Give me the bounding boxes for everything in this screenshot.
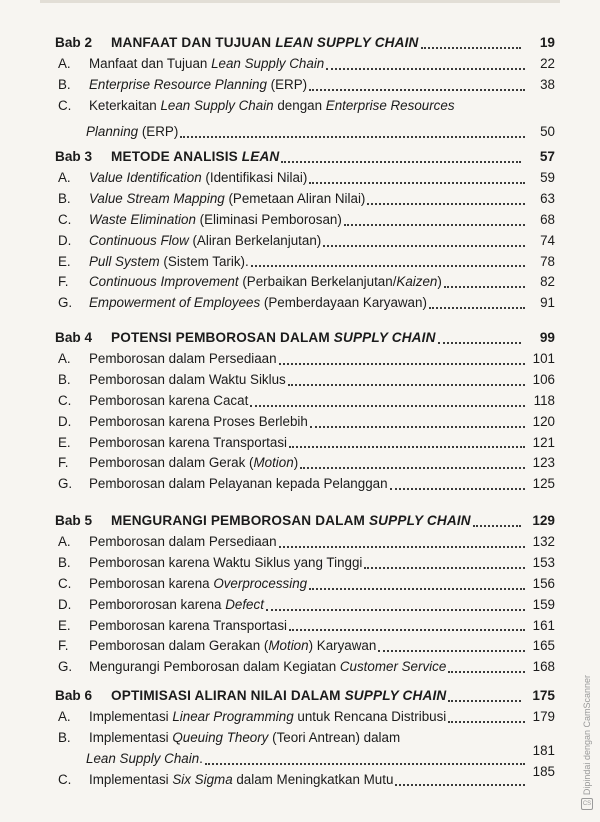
- toc-entry-continuation[interactable]: [55, 742, 555, 770]
- chapter-title: POTENSI PEMBOROSAN DALAM SUPPLY CHAIN: [111, 330, 436, 345]
- page-number: 129: [532, 513, 555, 528]
- entry-letter: A.: [58, 169, 71, 185]
- toc-entry[interactable]: [55, 231, 555, 252]
- page-number: 57: [539, 149, 555, 164]
- entry-title: Keterkaitan Lean Supply Chain dengan Enterprise Resources: [89, 97, 455, 113]
- page-number: 175: [532, 688, 555, 703]
- page-number: 123: [532, 455, 555, 471]
- entry-title: Pull System (Sistem Tarik).: [89, 253, 249, 269]
- entry-title: Pemborosan dalam Pelayanan kepada Pelanggan: [89, 476, 388, 492]
- entry-letter: B.: [58, 190, 71, 206]
- leader-dots: [309, 588, 525, 590]
- entry-title: Pemborosan karena Overprocessing: [89, 575, 308, 591]
- chapter-title: MANFAAT DAN TUJUAN LEAN SUPPLY CHAIN: [111, 35, 419, 50]
- toc-entry[interactable]: [55, 293, 555, 314]
- page-number: 99: [539, 330, 555, 345]
- page-number: 50: [540, 123, 555, 139]
- leader-dots: [279, 363, 525, 365]
- leader-dots: [300, 467, 525, 469]
- toc-entry[interactable]: [55, 370, 555, 391]
- watermark-text: Dipindai dengan CamScanner: [582, 674, 592, 795]
- toc-entry[interactable]: [55, 412, 555, 433]
- chapter-title: MENGURANGI PEMBOROSAN DALAM SUPPLY CHAIN: [111, 513, 471, 528]
- entry-title: Implementasi Six Sigma dalam Meningkatkan Mutu: [89, 771, 394, 787]
- entry-letter: D.: [58, 232, 72, 248]
- entry-title: Value Stream Mapping (Pemetaan Aliran Nilai): [89, 190, 366, 206]
- entry-title: Pemborosan dalam Waktu Siklus: [89, 371, 286, 387]
- leader-dots: [266, 609, 525, 611]
- entry-letter: E.: [58, 434, 71, 450]
- leader-dots: [279, 546, 525, 548]
- chapter-number: Bab 5: [55, 513, 93, 528]
- toc-entry[interactable]: [55, 96, 555, 117]
- leader-dots: [326, 68, 525, 70]
- leader-dots: [395, 784, 525, 786]
- leader-dots: [251, 265, 525, 267]
- leader-dots: [289, 446, 525, 448]
- entry-letter: C.: [58, 211, 72, 227]
- leader-dots: [250, 405, 525, 407]
- toc-entry[interactable]: [55, 728, 555, 749]
- chapter-heading[interactable]: [55, 685, 555, 707]
- leader-dots: [309, 89, 525, 91]
- scanner-watermark: [580, 600, 594, 810]
- entry-letter: C.: [58, 97, 72, 113]
- toc-entry[interactable]: [55, 595, 555, 616]
- entry-title: Continuous Improvement (Perbaikan Berkelanjutan/Kaizen): [89, 274, 442, 290]
- chapter-3: [55, 146, 555, 314]
- page-number: 181: [532, 742, 555, 758]
- leader-dots: [309, 182, 525, 184]
- leader-dots: [367, 203, 525, 205]
- toc-entry[interactable]: [55, 54, 555, 75]
- leader-dots: [180, 136, 525, 138]
- entry-title: Implementasi Queuing Theory (Teori Antrean) dalam: [89, 729, 401, 745]
- page-number: 22: [540, 55, 555, 71]
- leader-dots: [323, 245, 525, 247]
- entry-letter: D.: [58, 413, 72, 429]
- entry-title: Pembororosan karena Defect: [89, 596, 264, 612]
- toc-entry[interactable]: [55, 75, 555, 96]
- entry-title: Pemborosan karena Waktu Siklus yang Tinggi: [89, 554, 363, 570]
- leader-dots: [281, 161, 521, 163]
- entry-title: Pemborosan dalam Persediaan: [89, 350, 277, 366]
- chapter-title: OPTIMISASI ALIRAN NILAI DALAM SUPPLY CHAIN: [111, 688, 447, 703]
- page-number: 19: [539, 35, 555, 50]
- entry-title-line2: Planning (ERP): [86, 123, 179, 139]
- chapter-title: METODE ANALISIS LEAN: [111, 149, 280, 164]
- entry-title: Mengurangi Pemborosan dalam Kegiatan Customer Service: [89, 659, 447, 675]
- entry-letter: F.: [58, 638, 69, 654]
- leader-dots: [364, 567, 525, 569]
- toc-entry[interactable]: [55, 189, 555, 210]
- entry-letter: C.: [58, 575, 72, 591]
- page-number: 63: [540, 190, 555, 206]
- toc-entry[interactable]: [55, 553, 555, 574]
- entry-title: Pemborosan dalam Gerak (Motion): [89, 455, 299, 471]
- leader-dots: [205, 763, 525, 765]
- toc-entry[interactable]: [55, 272, 555, 293]
- entry-title-line2: Lean Supply Chain.: [86, 750, 203, 766]
- entry-letter: E.: [58, 253, 71, 269]
- page-number: 106: [532, 371, 555, 387]
- leader-dots: [438, 342, 521, 344]
- page-number: 120: [532, 413, 555, 429]
- toc-entry[interactable]: [55, 453, 555, 474]
- entry-letter: G.: [58, 295, 73, 311]
- chapter-heading[interactable]: [55, 327, 555, 349]
- page-number: 118: [533, 392, 555, 408]
- page-number: 161: [532, 617, 555, 633]
- toc-entry-continuation[interactable]: [55, 117, 555, 143]
- leader-dots: [310, 426, 525, 428]
- camscanner-logo-icon: CS: [581, 798, 593, 810]
- toc-entry[interactable]: [55, 763, 555, 791]
- toc-entry[interactable]: [55, 707, 555, 728]
- entry-letter: A.: [58, 533, 71, 549]
- toc-entry[interactable]: [55, 474, 555, 495]
- toc-entry[interactable]: [55, 168, 555, 189]
- entry-title: Pemborosan dalam Persediaan: [89, 533, 277, 549]
- page-number: 59: [540, 169, 555, 185]
- chapter-number: Bab 3: [55, 149, 93, 164]
- entry-letter: A.: [58, 350, 71, 366]
- entry-letter: E.: [58, 617, 71, 633]
- toc-entry[interactable]: [55, 657, 555, 678]
- toc-entry[interactable]: [55, 574, 555, 595]
- entry-title: Enterprise Resource Planning (ERP): [89, 76, 308, 92]
- page-number: 132: [532, 533, 555, 549]
- leader-dots: [378, 650, 525, 652]
- page-number: 68: [540, 211, 555, 227]
- toc-entry[interactable]: [55, 636, 555, 657]
- leader-dots: [429, 307, 525, 309]
- toc-entry[interactable]: [55, 349, 555, 370]
- chapter-heading[interactable]: [55, 146, 555, 168]
- entry-letter: B.: [58, 371, 71, 387]
- leader-dots: [448, 700, 521, 702]
- entry-title: Manfaat dan Tujuan Lean Supply Chain: [89, 55, 325, 71]
- entry-letter: F.: [58, 274, 69, 290]
- toc-entry[interactable]: [55, 391, 555, 412]
- leader-dots: [444, 286, 525, 288]
- leader-dots: [390, 488, 525, 490]
- entry-letter: G.: [58, 659, 73, 675]
- toc-entry[interactable]: [55, 252, 555, 273]
- page-number: 159: [532, 596, 555, 612]
- page-number: 125: [532, 476, 555, 492]
- page-number: 74: [540, 232, 555, 248]
- leader-dots: [473, 525, 521, 527]
- chapter-heading[interactable]: [55, 510, 555, 532]
- page-number: 101: [532, 350, 555, 366]
- entry-title: Implementasi Linear Programming untuk Rencana Distribusi: [89, 708, 447, 724]
- page-number: 78: [540, 253, 555, 269]
- entry-letter: C.: [58, 392, 72, 408]
- entry-title: Empowerment of Employees (Pemberdayaan Karyawan): [89, 295, 427, 311]
- entry-letter: B.: [58, 729, 71, 745]
- chapter-4: [55, 327, 555, 495]
- entry-title: Waste Elimination (Eliminasi Pemborosan): [89, 211, 342, 227]
- leader-dots: [289, 629, 525, 631]
- entry-letter: B.: [58, 76, 71, 92]
- entry-letter: G.: [58, 476, 73, 492]
- leader-dots: [344, 224, 525, 226]
- entry-title: Continuous Flow (Aliran Berkelanjutan): [89, 232, 322, 248]
- page-number: 185: [532, 763, 555, 779]
- page-number: 38: [540, 76, 555, 92]
- chapter-number: Bab 4: [55, 330, 93, 345]
- page-number: 168: [532, 659, 555, 675]
- leader-dots: [448, 721, 525, 723]
- leader-dots: [288, 384, 525, 386]
- entry-title: Value Identification (Identifikasi Nilai): [89, 169, 308, 185]
- toc-entry[interactable]: [55, 616, 555, 637]
- page-number: 153: [532, 554, 555, 570]
- page-number: 179: [532, 708, 555, 724]
- leader-dots: [421, 47, 522, 49]
- entry-title: Pemborosan karena Transportasi: [89, 617, 287, 633]
- page-number: 156: [532, 575, 555, 591]
- page-number: 165: [532, 638, 555, 654]
- chapter-heading[interactable]: [55, 32, 555, 54]
- toc-entry[interactable]: [55, 210, 555, 231]
- chapter-number: Bab 6: [55, 688, 93, 703]
- chapter-number: Bab 2: [55, 35, 93, 50]
- entry-title: Pemborosan dalam Gerakan (Motion) Karyawan: [89, 638, 377, 654]
- entry-letter: F.: [58, 455, 69, 471]
- leader-dots: [448, 671, 525, 673]
- entry-letter: A.: [58, 708, 71, 724]
- entry-letter: A.: [58, 55, 71, 71]
- chapter-5: [55, 510, 555, 678]
- entry-letter: D.: [58, 596, 72, 612]
- page-top-edge: [40, 0, 560, 3]
- entry-letter: B.: [58, 554, 71, 570]
- toc-entry[interactable]: [55, 433, 555, 454]
- entry-title: Pemborosan karena Transportasi: [89, 434, 287, 450]
- entry-title: Pemborosan karena Proses Berlebih: [89, 413, 308, 429]
- chapter-2: [55, 32, 555, 143]
- entry-letter: C.: [58, 771, 72, 787]
- chapter-6: [55, 685, 555, 791]
- toc-entry[interactable]: [55, 532, 555, 553]
- page-number: 121: [532, 434, 555, 450]
- page-number: 91: [540, 295, 555, 311]
- page-number: 82: [540, 274, 555, 290]
- entry-title: Pemborosan karena Cacat: [89, 392, 249, 408]
